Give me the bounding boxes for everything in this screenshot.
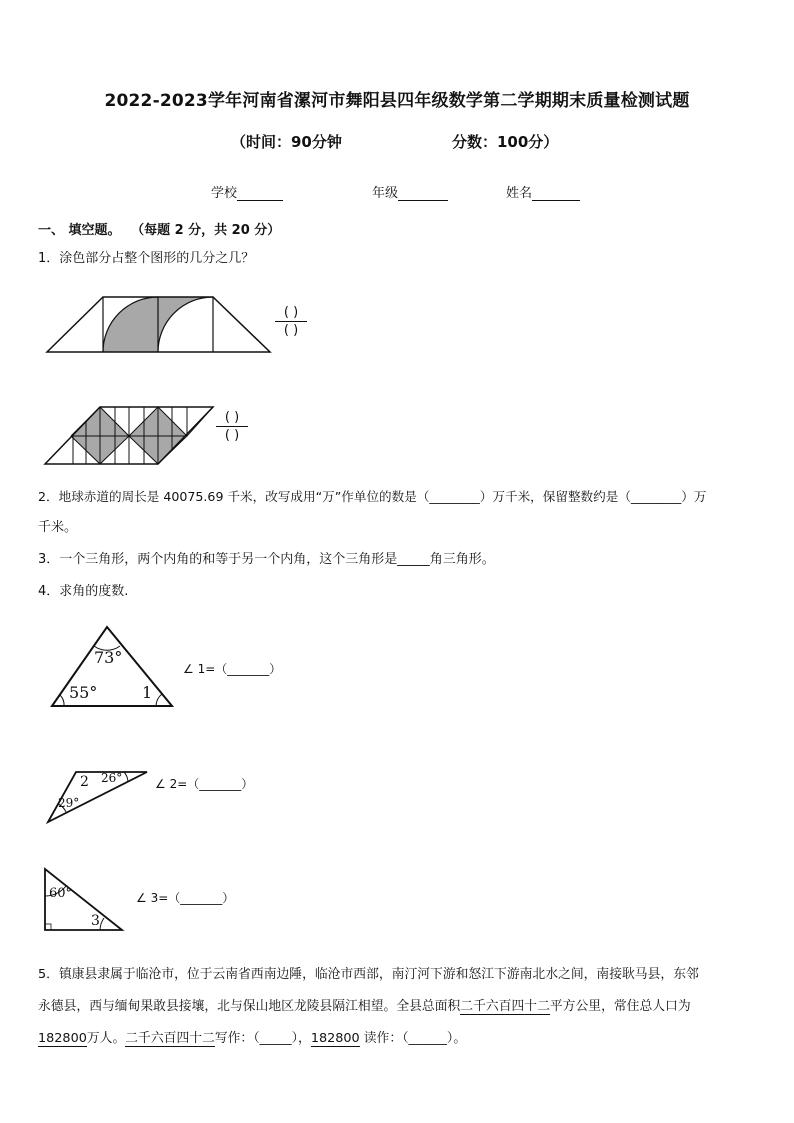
- angle-1-answer[interactable]: ∠ 1=（_______）: [183, 662, 282, 676]
- angle-73-label: 73°: [94, 648, 123, 667]
- exam-time: （时间：90分钟: [231, 133, 342, 151]
- angle-26-label: 26°: [101, 771, 123, 785]
- area-number-underlined: 二千六百四十二: [460, 999, 550, 1014]
- angle-2-label: 2: [80, 774, 89, 790]
- angle-1-label: 1: [142, 683, 153, 702]
- population-number-underlined: 182800: [38, 1031, 87, 1046]
- q5-line2-end: 平方公里，常住总人口为: [549, 999, 691, 1014]
- grade-label: 年级: [372, 186, 399, 201]
- exam-score: 分数：100分）: [452, 133, 559, 151]
- name-label: 姓名: [506, 186, 533, 201]
- school-label: 学校: [211, 186, 238, 201]
- question-3: 3．一个三角形，两个内角的和等于另一个内角，这个三角形是_____角三角形。: [38, 552, 495, 567]
- section-note: （每题 2 分，共 20 分）: [131, 223, 281, 238]
- question-2-line-2: 千米。: [38, 520, 78, 535]
- q5-line2-text: 永德县，西与缅甸果敢县接壤，北与保山地区龙陵县隔江相望。全县总面积: [38, 999, 461, 1014]
- angle-60-label: 60°: [49, 886, 73, 901]
- q5-line3-a: 万人。: [86, 1031, 126, 1046]
- population-words-underlined: 182800: [310, 1031, 360, 1046]
- question-4: 4．求角的度数.: [38, 584, 129, 599]
- denominator-blank: ( ): [283, 323, 299, 338]
- denominator-blank: ( ): [224, 428, 240, 443]
- angle-3-answer[interactable]: ∠ 3=（_______）: [136, 891, 235, 905]
- question-2-line-1: 2．地球赤道的周长是 40075.69 千米，改写成用“万”作单位的数是（________）万千米，保留整数约是（________）万: [38, 489, 707, 504]
- section-title: 一、 填空题。: [38, 223, 121, 238]
- angle-3-label: 3: [91, 913, 100, 929]
- numerator-blank: ( ): [224, 410, 240, 425]
- question-5-line-3: [38, 1029, 466, 1049]
- area-words-underlined: 二千六百四十二: [125, 1031, 215, 1046]
- angle-2-answer[interactable]: ∠ 2=（_______）: [155, 777, 254, 791]
- question-5-line-2: [38, 997, 691, 1017]
- question-5-line-1: 5．镇康县隶属于临沧市，位于云南省西南边陲，临沧市西部，南汀河下游和怒江下游南北水之间，南接耿马县，东邻: [38, 967, 699, 982]
- q5-read-answer[interactable]: 读作：（______）。: [359, 1031, 467, 1046]
- angle-29-label: 29°: [58, 796, 80, 810]
- page-title: 2022-2023学年河南省漯河市舞阳县四年级数学第二学期期末质量检测试题: [104, 91, 690, 111]
- question-1: 1．涂色部分占整个图形的几分之几？: [38, 251, 255, 266]
- angle-55-label: 55°: [69, 683, 98, 702]
- q5-write-answer[interactable]: 写作：（_____），: [214, 1031, 311, 1046]
- numerator-blank: ( ): [283, 305, 299, 320]
